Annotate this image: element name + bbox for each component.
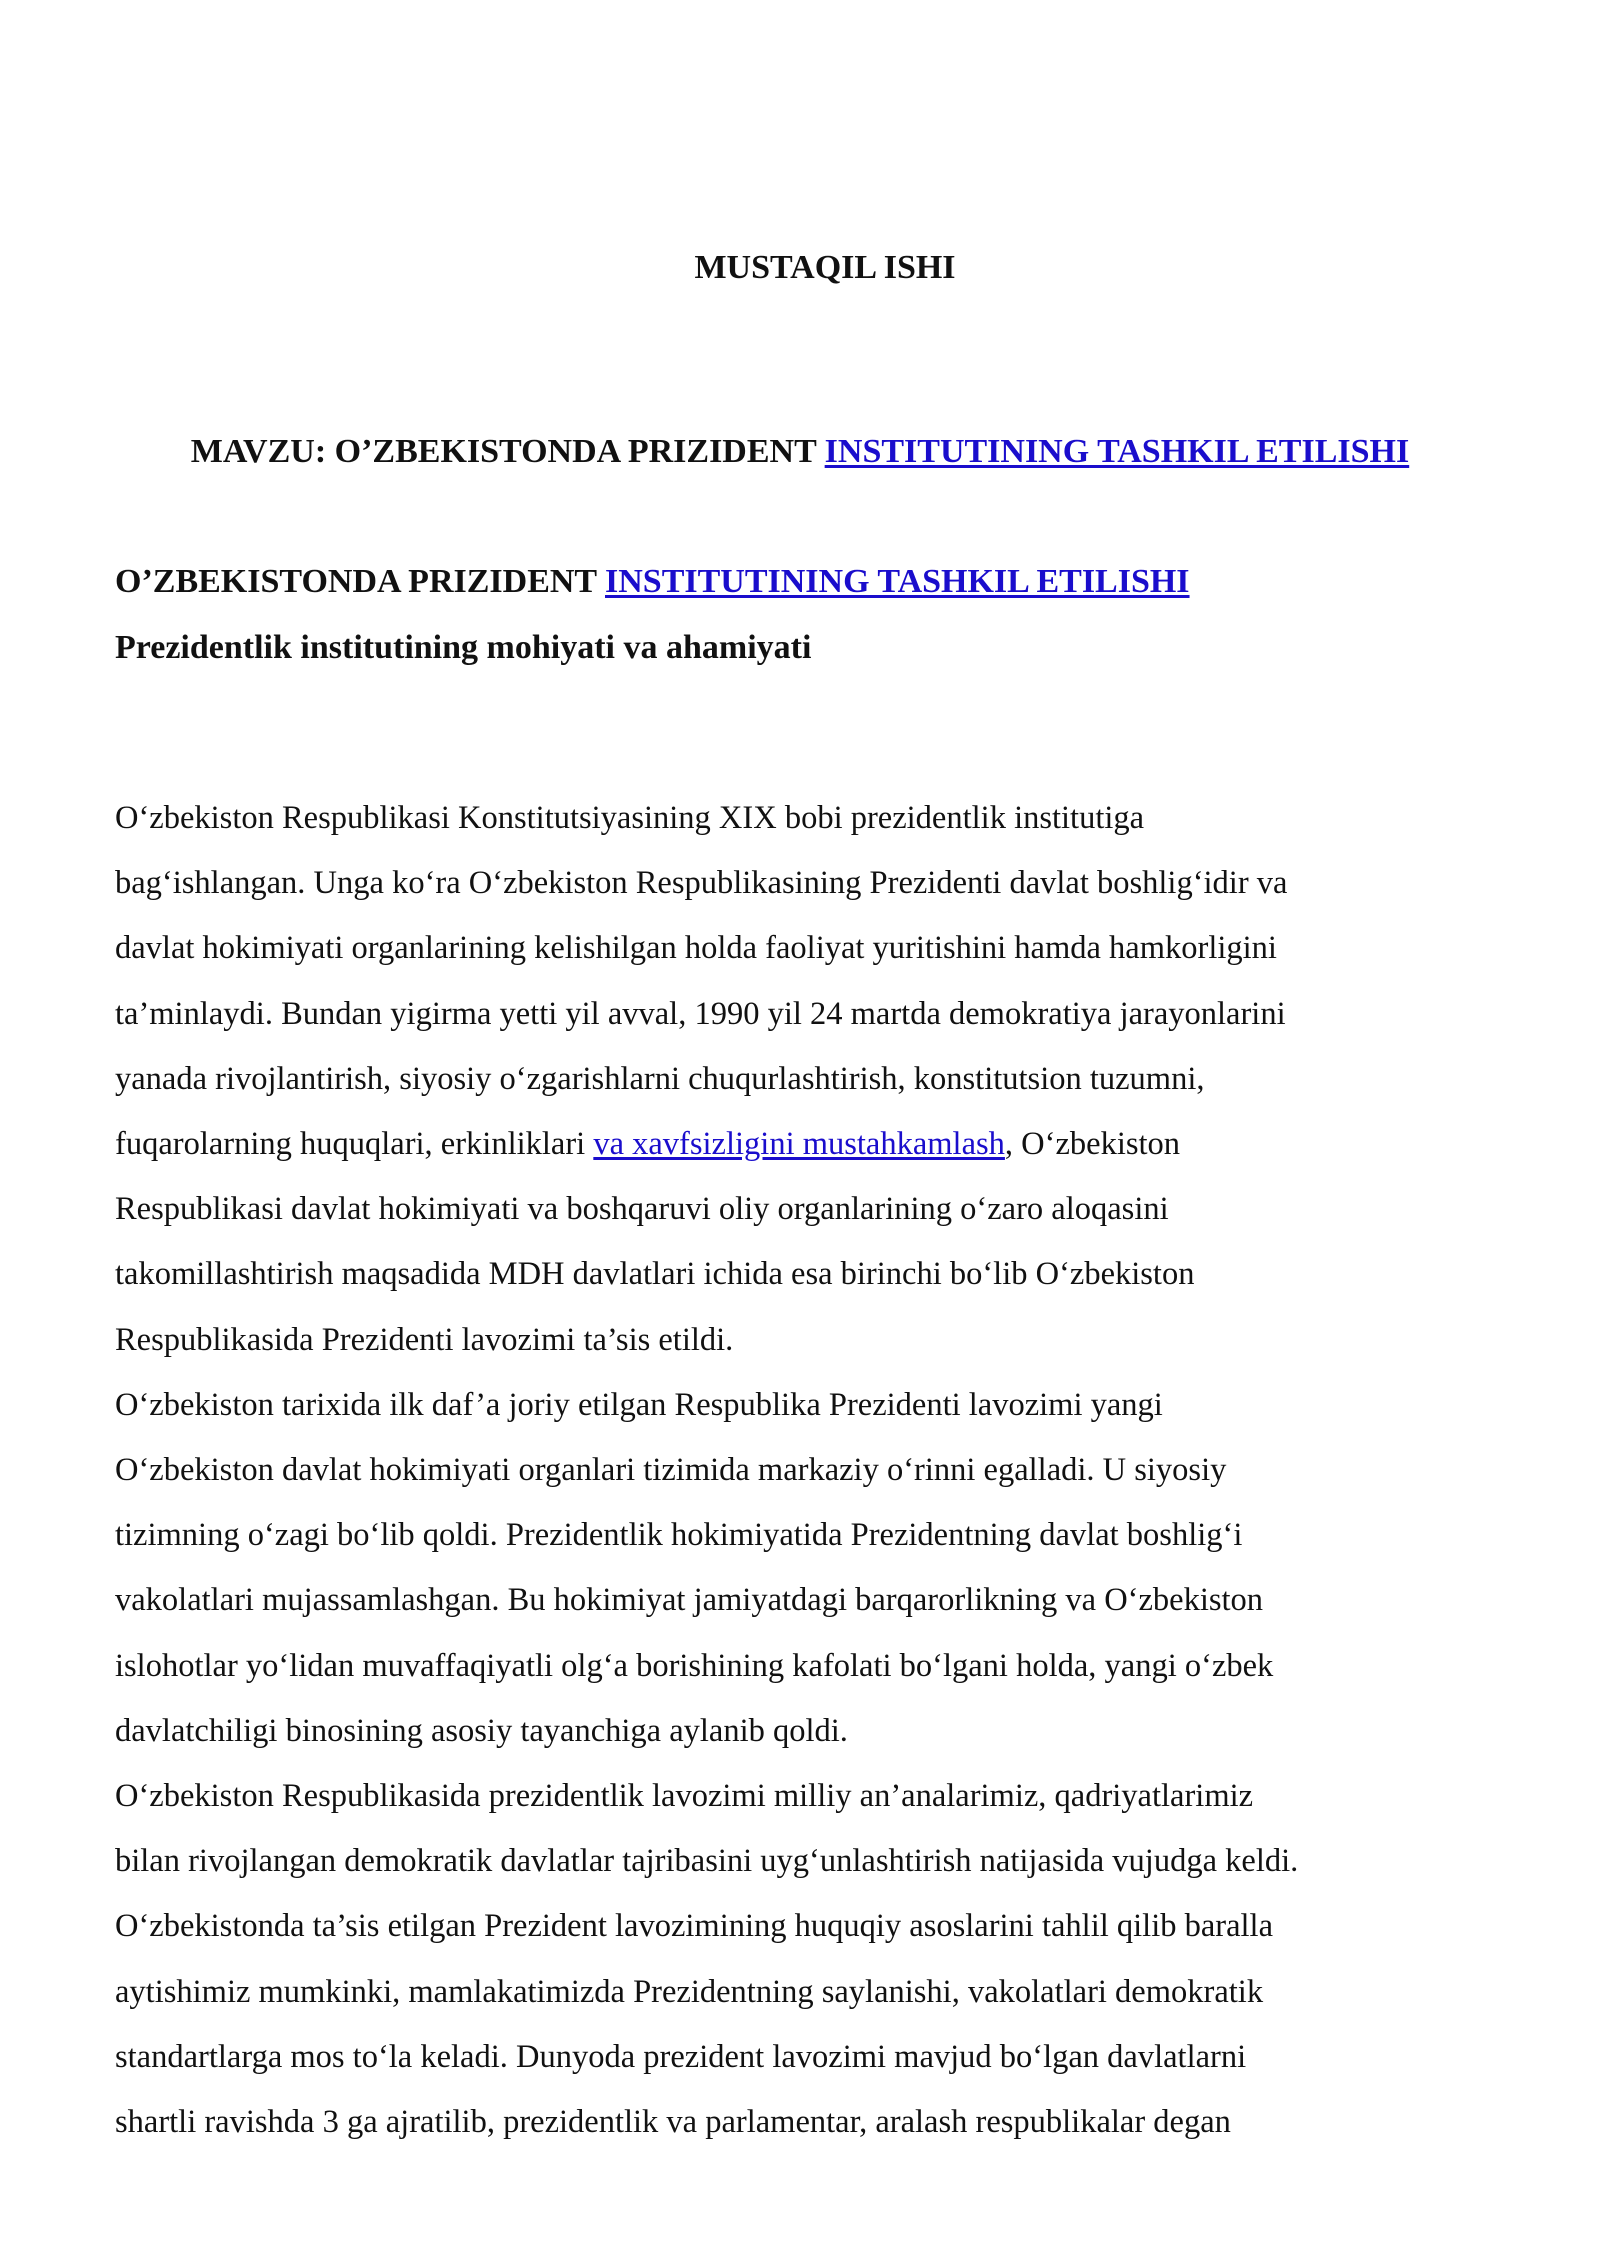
body-line: O‘zbekistonda ta’sis etilgan Prezident lavozimining huquqiy asoslarini tahlil qilib baralla (115, 1908, 1274, 1945)
topic-heading (0, 432, 1600, 472)
body-line: takomillashtirish maqsadida MDH davlatlari ichida esa birinchi bo‘lib O‘zbekiston (115, 1256, 1195, 1293)
topic-link[interactable]: INSTITUTINING TASHKIL ETILISHI (824, 433, 1410, 470)
body-text (115, 786, 1535, 2155)
body-line: O‘zbekiston davlat hokimiyati organlari tizimida markaziy o‘rinni egalladi. U siyosiy (115, 1452, 1227, 1489)
body-line: yanada rivojlantirish, siyosiy o‘zgarishlarni chuqurlashtirish, konstitutsion tuzumni, (115, 1060, 1205, 1097)
section-heading-prefix: O’ZBEKISTONDA PRIZIDENT (115, 563, 605, 600)
section-heading (115, 562, 1190, 602)
body-line: bag‘ishlangan. Unga ko‘ra O‘zbekiston Respublikasining Prezidenti davlat boshlig‘idir va (115, 865, 1288, 902)
subheading: Prezidentlik institutining mohiyati va ahamiyati (115, 629, 812, 666)
body-line: vakolatlari mujassamlashgan. Bu hokimiyat jamiyatdagi barqarorlikning va O‘zbekiston (115, 1582, 1264, 1619)
body-line: Respublikasi davlat hokimiyati va boshqaruvi oliy organlarining o‘zaro aloqasini (115, 1191, 1169, 1228)
body-line: Respublikasida Prezidenti lavozimi ta’sis etildi. (115, 1321, 734, 1358)
body-line: davlat hokimiyati organlarining kelishilgan holda faoliyat yuritishini hamda hamkorligini (115, 930, 1277, 967)
body-line: O‘zbekiston Respublikasi Konstitutsiyasining XIX bobi prezidentlik institutiga (115, 800, 1145, 836)
body-text-segment: fuqarolarning huquqlari, erkinliklari (115, 1126, 594, 1163)
body-line: ta’minlaydi. Bundan yigirma yetti yil avval, 1990 yil 24 martda demokratiya jarayonlarini (115, 995, 1286, 1032)
document-title: MUSTAQIL ISHI (694, 249, 956, 286)
body-line: standartlarga mos to‘la keladi. Dunyoda prezident lavozimi mavjud bo‘lgan davlatlarni (115, 2038, 1247, 2075)
body-line: O‘zbekiston tarixida ilk daf’a joriy etilgan Respublika Prezidenti lavozimi yangi (115, 1386, 1163, 1423)
security-link[interactable]: va xavfsizligini mustahkamlash (593, 1126, 1005, 1163)
body-line: islohotlar yo‘lidan muvaffaqiyatli olg‘a borishining kafolati bo‘lgani holda, yangi o‘zbek (115, 1647, 1274, 1684)
topic-prefix: MAVZU: O’ZBEKISTONDA PRIZIDENT (190, 433, 825, 470)
body-line: O‘zbekiston Respublikasida prezidentlik lavozimi milliy an’analarimiz, qadriyatlarimiz (115, 1778, 1254, 1815)
body-line: aytishimiz mumkinki, mamlakatimizda Prezidentning saylanishi, vakolatlari demokratik (115, 1973, 1264, 2010)
body-line: shartli ravishda 3 ga ajratilib, prezidentlik va parlamentar, aralash respublikalar degan (115, 2104, 1231, 2141)
body-line: bilan rivojlangan demokratik davlatlar tajribasini uyg‘unlashtirish natijasida vujudga keldi. (115, 1843, 1299, 1880)
section-heading-link[interactable]: INSTITUTINING TASHKIL ETILISHI (605, 563, 1190, 600)
body-line-with-link (115, 1112, 1535, 1177)
body-text-segment: , O‘zbekiston (1004, 1126, 1181, 1163)
body-line: tizimning o‘zagi bo‘lib qoldi. Prezidentlik hokimiyatida Prezidentning davlat boshlig‘i (115, 1517, 1243, 1554)
body-line: davlatchiligi binosining asosiy tayanchiga aylanib qoldi. (115, 1712, 848, 1749)
